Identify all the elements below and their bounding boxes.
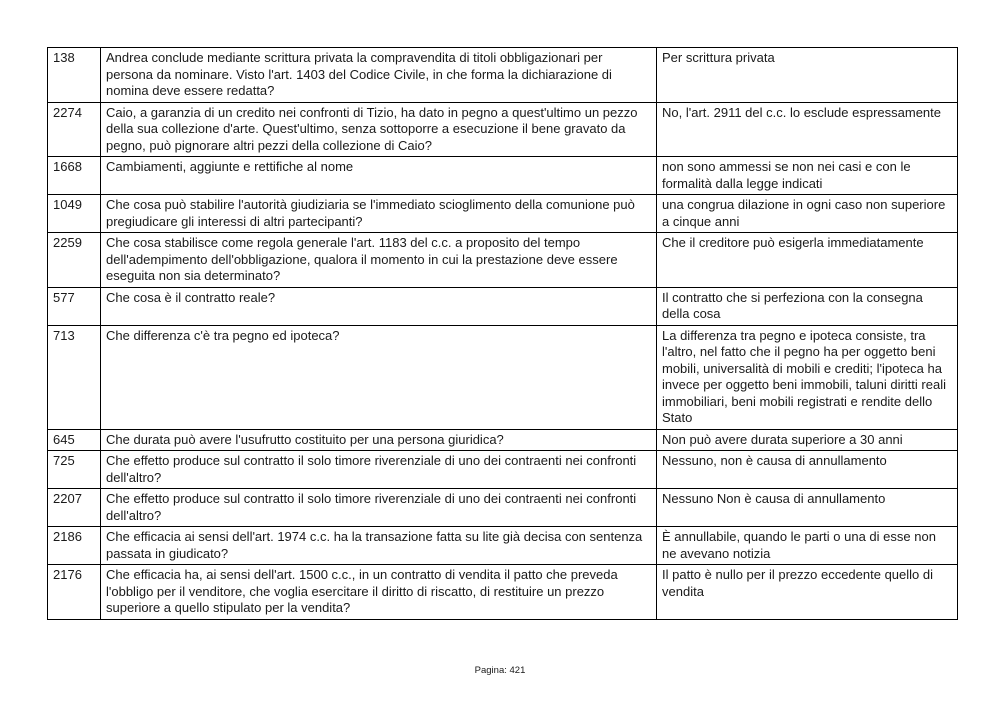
qa-table xyxy=(47,47,958,620)
table-row xyxy=(48,489,958,527)
question-id: 645 xyxy=(48,429,101,451)
question-id: 725 xyxy=(48,451,101,489)
question-id: 713 xyxy=(48,325,101,429)
question-text: Andrea conclude mediante scrittura privata la compravendita di titoli obbligazionari per persona da nominare. Visto l'art. 1403 del Codice Civile, in che forma la dichiarazione di nomina deve essere redatta? xyxy=(101,48,657,103)
question-text: Che cosa può stabilire l'autorità giudiziaria se l'immediato scioglimento della comunione può pregiudicare gli interessi di altri partecipanti? xyxy=(101,195,657,233)
answer-text: non sono ammessi se non nei casi e con le formalità dalla legge indicati xyxy=(657,157,958,195)
answer-text: Il contratto che si perfeziona con la consegna della cosa xyxy=(657,287,958,325)
table-row xyxy=(48,287,958,325)
answer-text: Che il creditore può esigerla immediatamente xyxy=(657,233,958,288)
table-row xyxy=(48,451,958,489)
answer-text: Il patto è nullo per il prezzo eccedente quello di vendita xyxy=(657,565,958,620)
question-id: 2186 xyxy=(48,527,101,565)
question-id: 2274 xyxy=(48,102,101,157)
answer-text: una congrua dilazione in ogni caso non superiore a cinque anni xyxy=(657,195,958,233)
answer-text: La differenza tra pegno e ipoteca consiste, tra l'altro, nel fatto che il pegno ha per oggetto beni mobili, universalità di mobili e crediti; l'ipoteca ha invece per oggetto beni immobili, taluni diritti reali immobiliari, beni mobili registrati e rendite dello Stato xyxy=(657,325,958,429)
table-row xyxy=(48,429,958,451)
question-text: Che durata può avere l'usufrutto costituito per una persona giuridica? xyxy=(101,429,657,451)
question-text: Che cosa è il contratto reale? xyxy=(101,287,657,325)
table-row xyxy=(48,325,958,429)
table-row xyxy=(48,157,958,195)
question-text: Che effetto produce sul contratto il solo timore riverenziale di uno dei contraenti nei confronti dell'altro? xyxy=(101,451,657,489)
question-text: Che cosa stabilisce come regola generale l'art. 1183 del c.c. a proposito del tempo dell'adempimento dell'obbligazione, qualora il momento in cui la prestazione deve essere eseguita non sia determinato? xyxy=(101,233,657,288)
question-id: 1049 xyxy=(48,195,101,233)
question-id: 577 xyxy=(48,287,101,325)
table-row xyxy=(48,195,958,233)
table-row xyxy=(48,233,958,288)
answer-text: Per scrittura privata xyxy=(657,48,958,103)
answer-text: Nessuno, non è causa di annullamento xyxy=(657,451,958,489)
question-text: Caio, a garanzia di un credito nei confronti di Tizio, ha dato in pegno a quest'ultimo un pezzo della sua collezione d'arte. Quest'ultimo, senza sottoporre a esecuzione il bene gravato da pegno, può pignorare altri pezzi della collezione di Caio? xyxy=(101,102,657,157)
question-id: 2176 xyxy=(48,565,101,620)
answer-text: È annullabile, quando le parti o una di esse non ne avevano notizia xyxy=(657,527,958,565)
question-text: Che differenza c'è tra pegno ed ipoteca? xyxy=(101,325,657,429)
table-row xyxy=(48,565,958,620)
answer-text: Nessuno Non è causa di annullamento xyxy=(657,489,958,527)
qa-table-body xyxy=(48,48,958,620)
answer-text: No, l'art. 2911 del c.c. lo esclude espressamente xyxy=(657,102,958,157)
table-row xyxy=(48,48,958,103)
question-text: Cambiamenti, aggiunte e rettifiche al nome xyxy=(101,157,657,195)
question-text: Che efficacia ai sensi dell'art. 1974 c.c. ha la transazione fatta su lite già decisa con sentenza passata in giudicato? xyxy=(101,527,657,565)
answer-text: Non può avere durata superiore a 30 anni xyxy=(657,429,958,451)
question-id: 138 xyxy=(48,48,101,103)
page-number: Pagina: 421 xyxy=(474,665,526,676)
question-text: Che efficacia ha, ai sensi dell'art. 1500 c.c., in un contratto di vendita il patto che preveda l'obbligo per il venditore, che voglia esercitare il diritto di riscatto, di restituire un prezzo superiore a quello stipulato per la vendita? xyxy=(101,565,657,620)
table-row xyxy=(48,527,958,565)
question-text: Che effetto produce sul contratto il solo timore riverenziale di uno dei contraenti nei confronti dell'altro? xyxy=(101,489,657,527)
question-id: 1668 xyxy=(48,157,101,195)
question-id: 2207 xyxy=(48,489,101,527)
question-id: 2259 xyxy=(48,233,101,288)
table-row xyxy=(48,102,958,157)
